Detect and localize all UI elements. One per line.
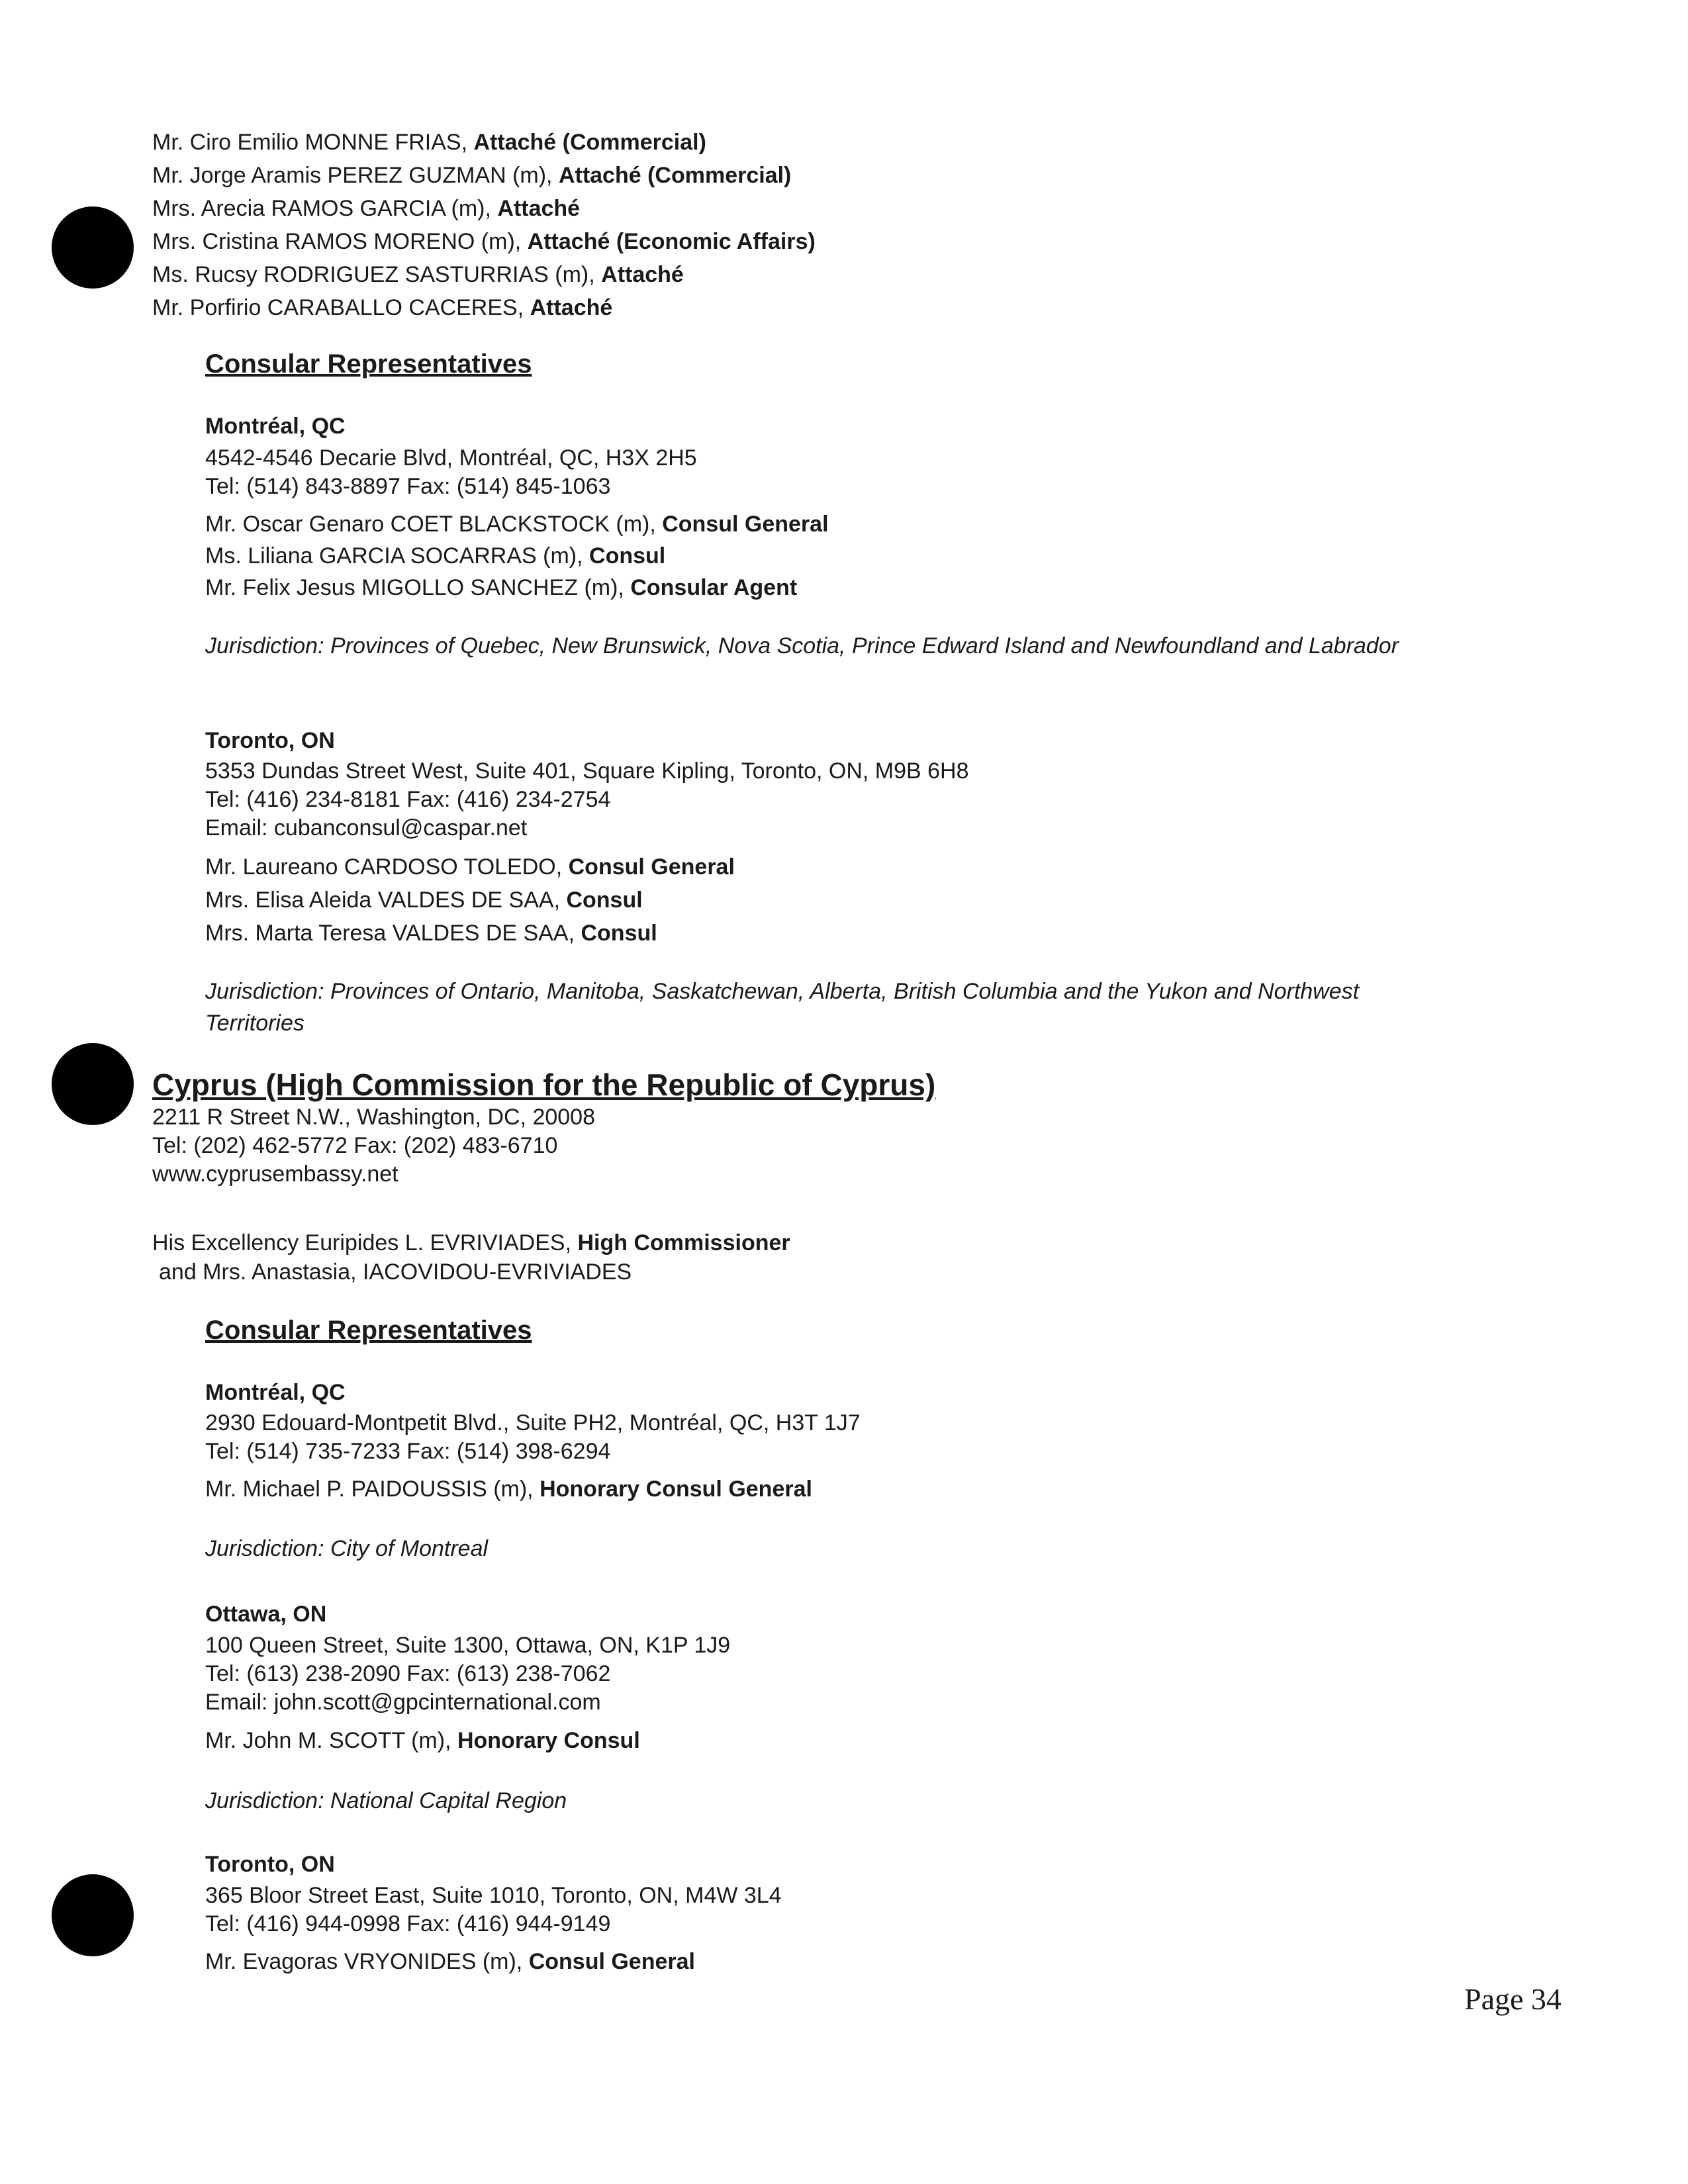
phone-fax: Tel: (613) 238-2090 Fax: (613) 238-7062 xyxy=(205,1661,611,1686)
staff-name: Mrs. Marta Teresa VALDES DE SAA, xyxy=(205,921,581,946)
staff-title: Honorary Consul General xyxy=(539,1477,812,1502)
staff-entry xyxy=(205,543,665,569)
phone-fax: Tel: (514) 843-8897 Fax: (514) 845-1063 xyxy=(205,474,611,499)
staff-name: Mr. Oscar Genaro COET BLACKSTOCK (m), xyxy=(205,512,663,537)
jurisdiction-continued: Territories xyxy=(205,1011,305,1036)
staff-name: Mr. John M. SCOTT (m), xyxy=(205,1728,457,1753)
address: 100 Queen Street, Suite 1300, Ottawa, ON, K1P 1J9 xyxy=(205,1633,731,1658)
staff-entry xyxy=(205,511,829,537)
staff-title: Honorary Consul xyxy=(457,1728,640,1753)
staff-name: Mr. Ciro Emilio MONNE FRIAS, xyxy=(152,130,474,155)
staff-entry xyxy=(152,195,580,222)
staff-title: Attaché xyxy=(530,295,613,320)
city-heading: Ottawa, ON xyxy=(205,1602,327,1627)
address: 2211 R Street N.W., Washington, DC, 20008 xyxy=(152,1105,595,1130)
staff-title: Consul General xyxy=(528,1949,695,1974)
jurisdiction: Jurisdiction: Provinces of Ontario, Manitoba, Saskatchewan, Alberta, British Columbia and the Yukon and Northwest xyxy=(205,979,1360,1004)
staff-entry xyxy=(152,295,612,321)
staff-title: Attaché (Commercial) xyxy=(473,130,706,155)
city-heading: Toronto, ON xyxy=(205,1852,335,1877)
staff-name: Mr. Michael P. PAIDOUSSIS (m), xyxy=(205,1477,540,1502)
head-title: High Commissioner xyxy=(577,1230,790,1255)
staff-title: Consular Agent xyxy=(630,575,798,600)
staff-entry xyxy=(205,1948,695,1975)
spouse: and Mrs. Anastasia, IACOVIDOU-EVRIVIADES xyxy=(159,1259,632,1285)
staff-title: Consul General xyxy=(662,512,829,537)
staff-entry xyxy=(152,129,706,156)
phone-fax: Tel: (416) 234-8181 Fax: (416) 234-2754 xyxy=(205,787,611,812)
phone-fax: Tel: (514) 735-7233 Fax: (514) 398-6294 xyxy=(205,1439,611,1464)
punch-hole xyxy=(52,206,134,289)
punch-hole xyxy=(52,1874,134,1956)
staff-title: Attaché (Commercial) xyxy=(558,163,792,188)
staff-entry xyxy=(205,920,657,946)
jurisdiction: Jurisdiction: Provinces of Quebec, New Brunswick, Nova Scotia, Prince Edward Island and Newfoundland and Labrador xyxy=(205,633,1399,659)
head-of-mission xyxy=(152,1230,790,1256)
staff-title: Attaché xyxy=(601,262,684,287)
staff-name: Mrs. Cristina RAMOS MORENO (m), xyxy=(152,229,528,254)
staff-entry xyxy=(205,854,735,880)
city-heading: Montréal, QC xyxy=(205,1380,346,1405)
staff-name: Mr. Laureano CARDOSO TOLEDO, xyxy=(205,854,569,880)
address: 2930 Edouard-Montpetit Blvd., Suite PH2, Montréal, QC, H3T 1J7 xyxy=(205,1410,861,1435)
punch-hole xyxy=(52,1043,134,1125)
city-heading: Toronto, ON xyxy=(205,728,335,753)
staff-name: Mr. Jorge Aramis PEREZ GUZMAN (m), xyxy=(152,163,559,188)
staff-entry xyxy=(205,1476,812,1502)
email: Email: john.scott@gpcinternational.com xyxy=(205,1690,601,1715)
staff-title: Consul xyxy=(581,921,657,946)
staff-entry xyxy=(152,162,791,189)
consular-representatives-heading: Consular Representatives xyxy=(205,349,532,379)
jurisdiction: Jurisdiction: National Capital Region xyxy=(205,1788,567,1813)
page-number: Page 34 xyxy=(1464,1982,1562,2016)
staff-title: Attaché xyxy=(497,196,581,221)
staff-entry xyxy=(205,1727,640,1754)
staff-name: Mr. Felix Jesus MIGOLLO SANCHEZ (m), xyxy=(205,575,631,600)
phone-fax: Tel: (202) 462-5772 Fax: (202) 483-6710 xyxy=(152,1133,558,1158)
country-heading: Cyprus (High Commission for the Republic of Cyprus) xyxy=(152,1068,936,1102)
staff-name: Mr. Evagoras VRYONIDES (m), xyxy=(205,1949,529,1974)
staff-entry xyxy=(205,574,797,601)
staff-name: Mr. Porfirio CARABALLO CACERES, xyxy=(152,295,530,320)
consular-representatives-heading: Consular Representatives xyxy=(205,1316,532,1345)
staff-title: Consul xyxy=(566,887,643,913)
staff-title: Consul xyxy=(589,543,666,569)
jurisdiction: Jurisdiction: City of Montreal xyxy=(205,1536,489,1561)
phone-fax: Tel: (416) 944-0998 Fax: (416) 944-9149 xyxy=(205,1911,611,1936)
staff-title: Attaché (Economic Affairs) xyxy=(527,229,816,254)
staff-name: Ms. Liliana GARCIA SOCARRAS (m), xyxy=(205,543,590,569)
website: www.cyprusembassy.net xyxy=(152,1161,399,1187)
staff-entry xyxy=(152,228,816,255)
staff-name: Mrs. Arecia RAMOS GARCIA (m), xyxy=(152,196,498,221)
staff-entry xyxy=(152,261,684,288)
address: 365 Bloor Street East, Suite 1010, Toronto, ON, M4W 3L4 xyxy=(205,1883,782,1908)
staff-name: Ms. Rucsy RODRIGUEZ SASTURRIAS (m), xyxy=(152,262,602,287)
address: 4542-4546 Decarie Blvd, Montréal, QC, H3X 2H5 xyxy=(205,445,697,471)
staff-name: Mrs. Elisa Aleida VALDES DE SAA, xyxy=(205,887,567,913)
head-name: His Excellency Euripides L. EVRIVIADES, xyxy=(152,1230,578,1255)
city-heading: Montréal, QC xyxy=(205,414,346,439)
email: Email: cubanconsul@caspar.net xyxy=(205,815,528,841)
staff-title: Consul General xyxy=(568,854,735,880)
address: 5353 Dundas Street West, Suite 401, Square Kipling, Toronto, ON, M9B 6H8 xyxy=(205,758,969,784)
staff-entry xyxy=(205,887,643,913)
